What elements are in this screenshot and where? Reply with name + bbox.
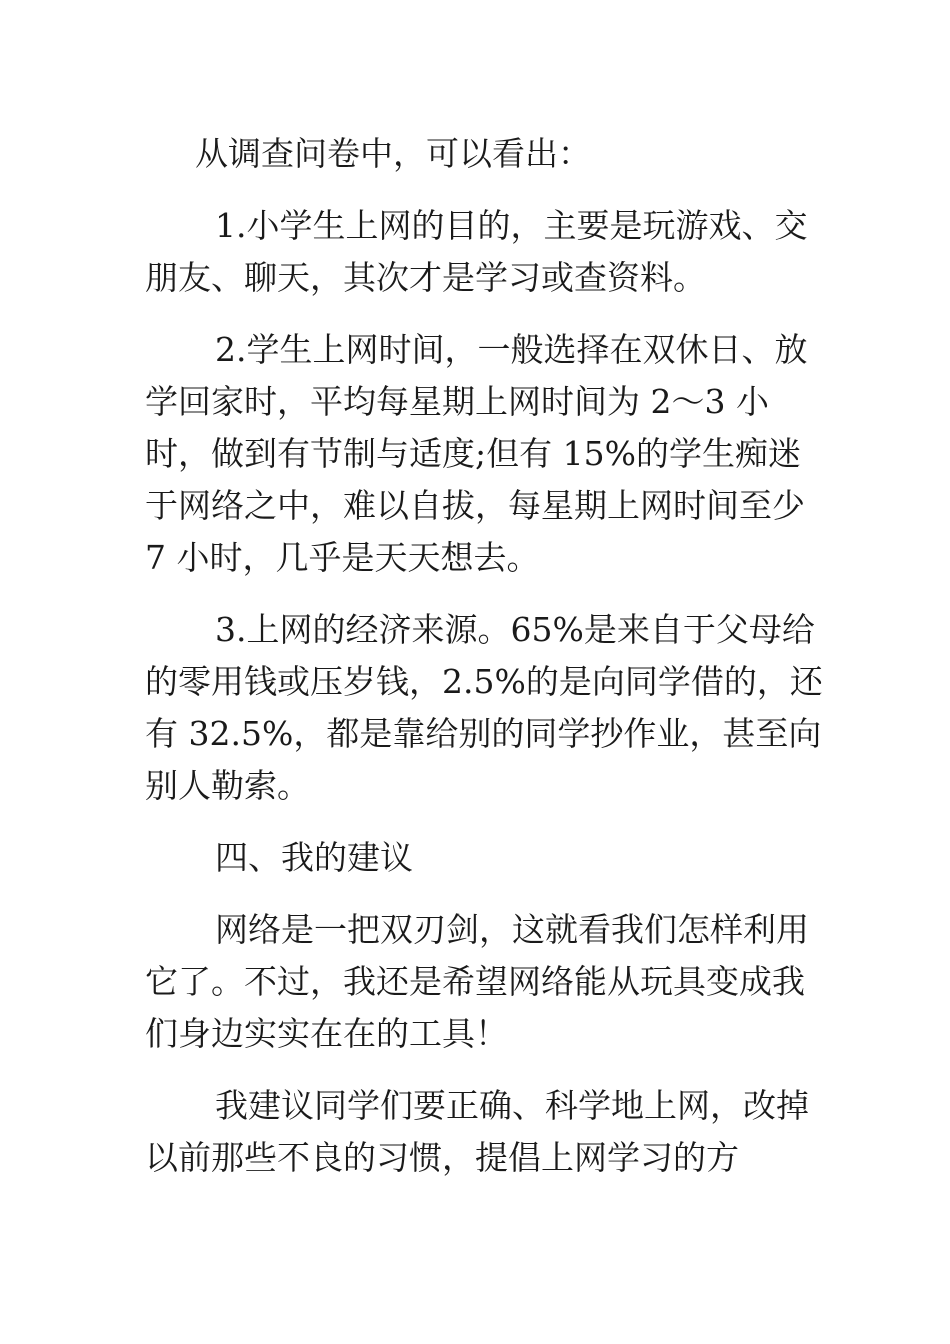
paragraph-suggestion-1: 网络是一把双刃剑，这就看我们怎样利用它了。不过，我还是希望网络能从玩具变成我们身边实实在在的工具！ bbox=[145, 910, 809, 1053]
paragraph-point-1: 1.小学生上网的目的，主要是玩游戏、交朋友、聊天，其次才是学习或查资料。 bbox=[145, 206, 808, 297]
paragraph-point-3: 3.上网的经济来源。65%是来自于父母给的零用钱或压岁钱，2.5%的是向同学借的，还有 32.5%，都是靠给别的同学抄作业，甚至向别人勒索。 bbox=[145, 610, 823, 805]
paragraph-suggestion-2: 我建议同学们要正确、科学地上网，改掉以前那些不良的习惯，提倡上网学习的方 bbox=[145, 1086, 809, 1177]
paragraph-intro: 从调查问卷中，可以看出： bbox=[195, 134, 591, 173]
section-heading-suggestions: 四、我的建议 bbox=[215, 838, 413, 877]
paragraph-point-2: 2.学生上网时间，一般选择在双休日、放学回家时，平均每星期上网时间为 2～3 小时，做到有节制与适度;但有 15%的学生痴迷于网络之中，难以自拔，每星期上网时间至少 7 小时，几乎是天天想去。 bbox=[145, 330, 808, 577]
document-body bbox=[145, 128, 825, 1204]
